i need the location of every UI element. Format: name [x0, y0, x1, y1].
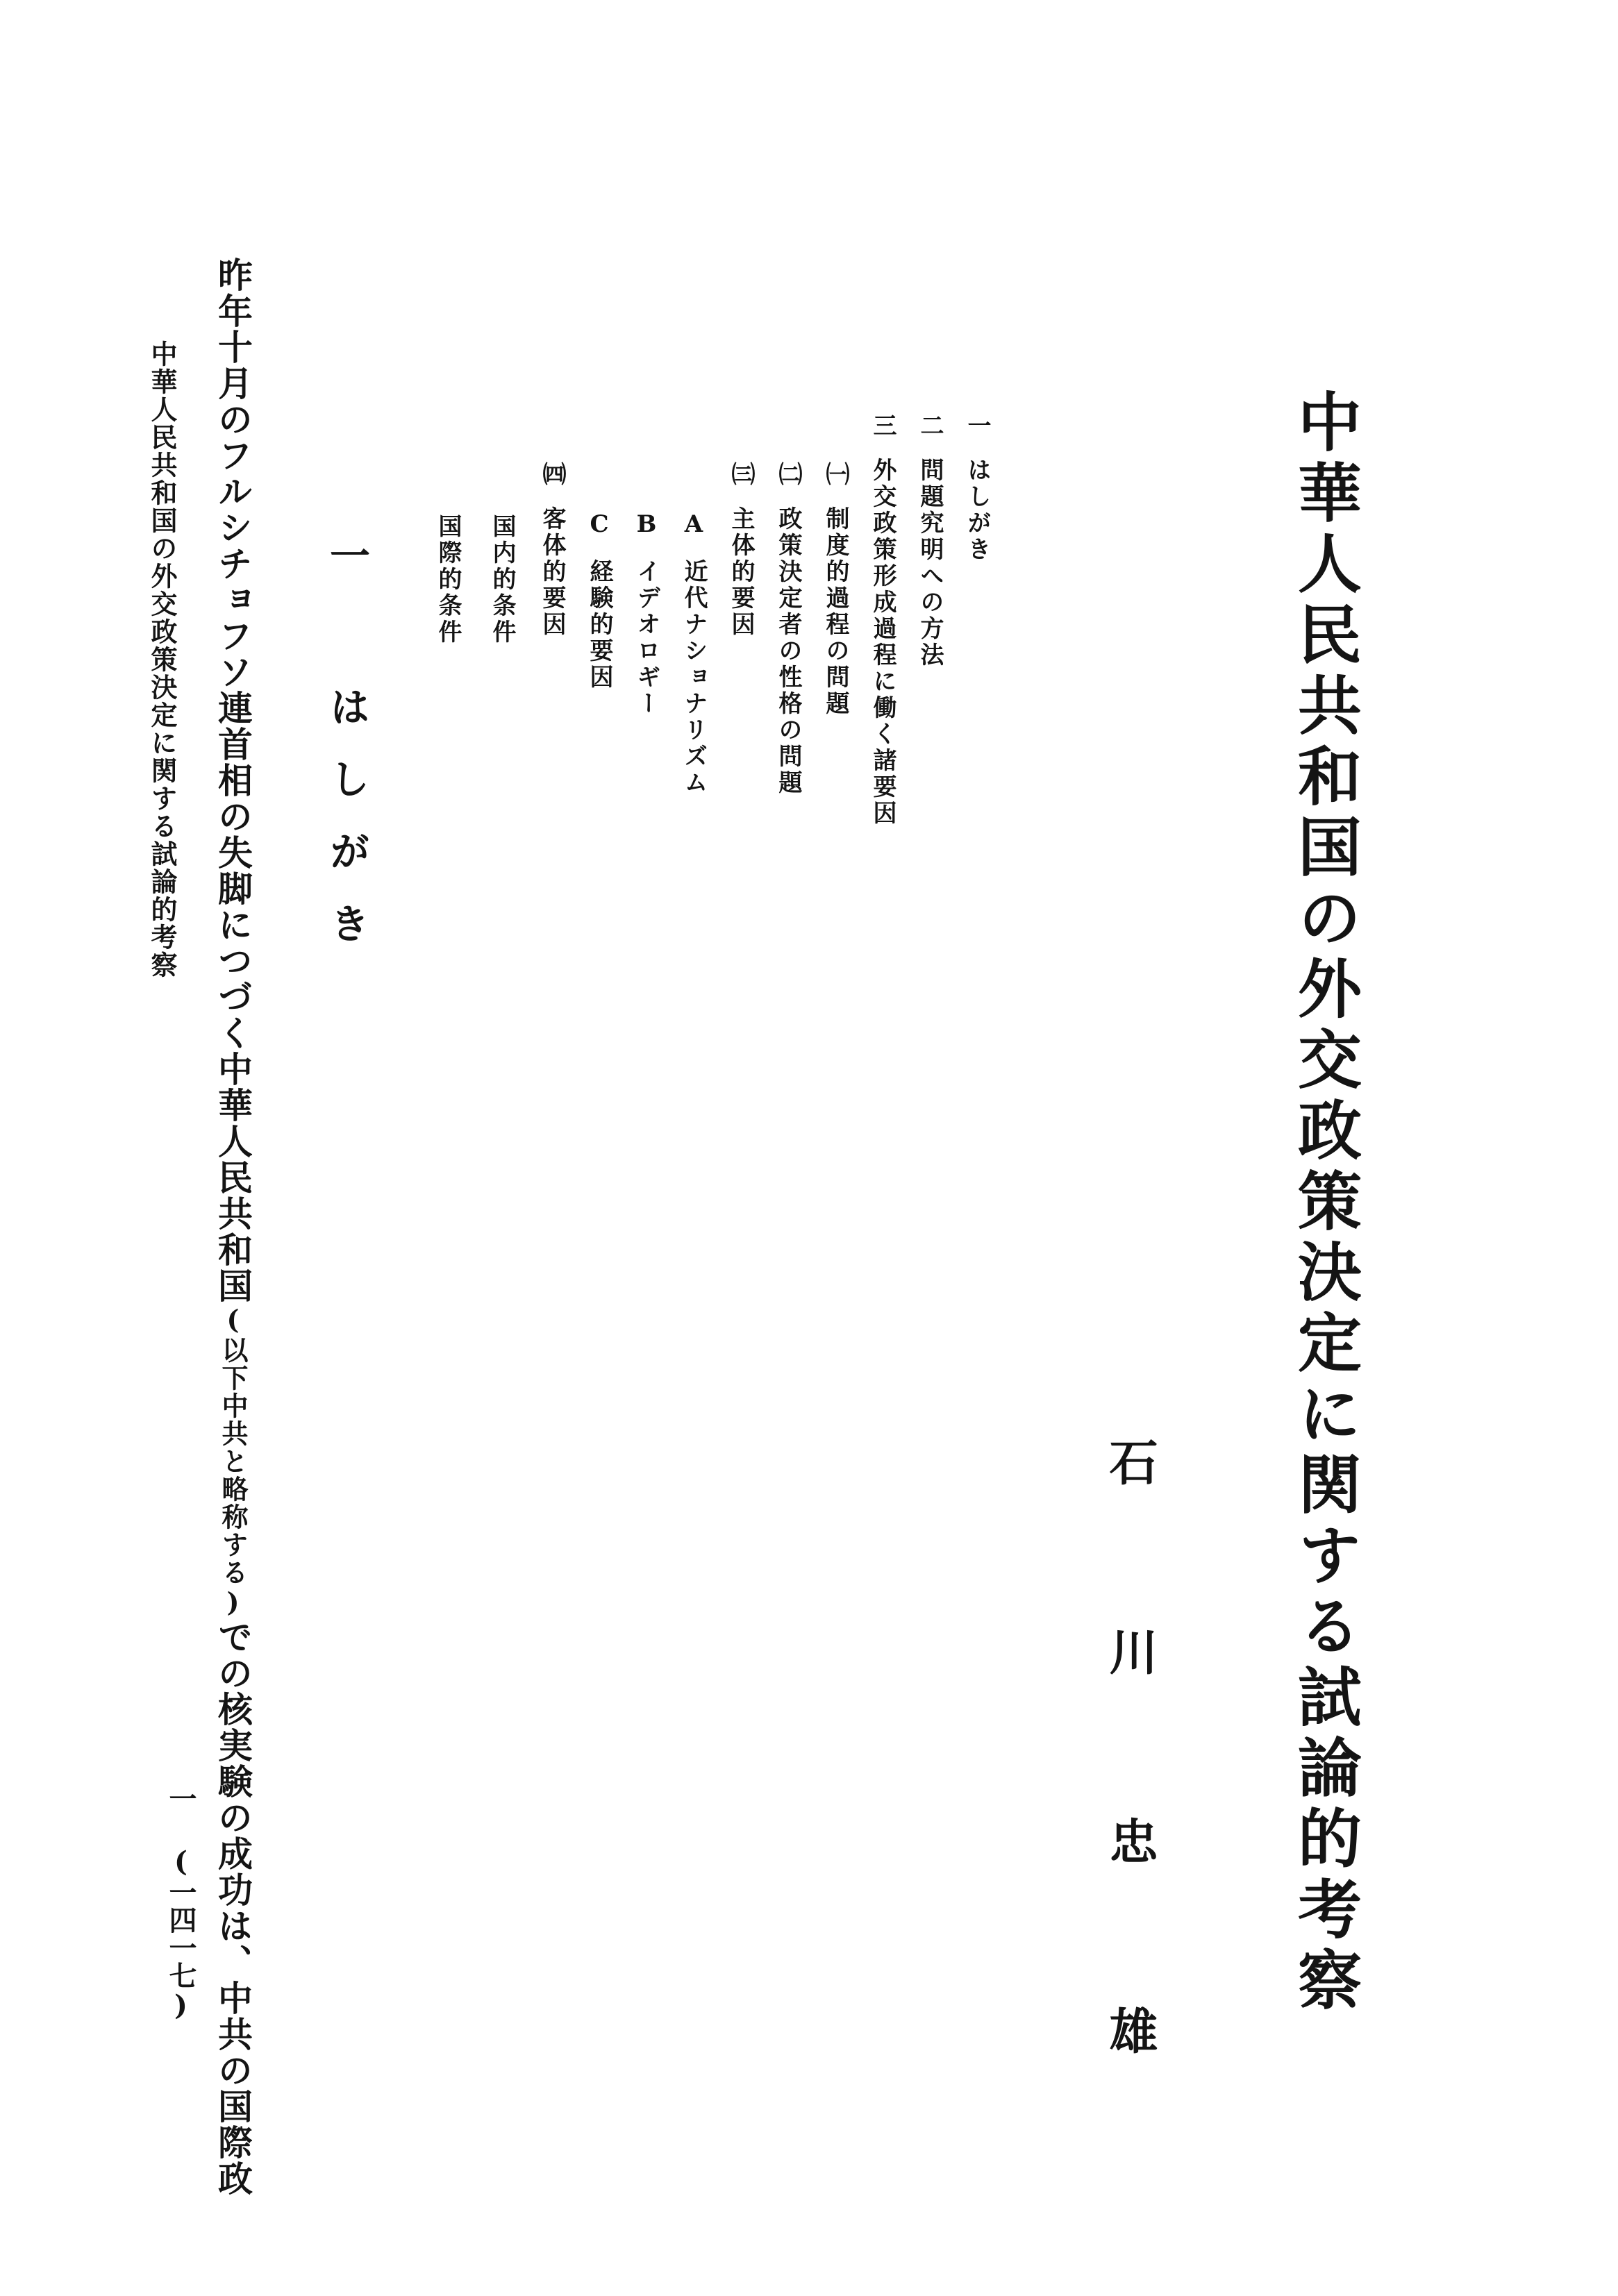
toc-item	[965, 413, 989, 563]
toc-item	[871, 413, 894, 827]
toc-label: 経験的要因	[585, 559, 613, 691]
toc-label: 近代ナショナリズム	[680, 559, 708, 796]
toc-number: ㈡	[774, 462, 802, 488]
body-text-segment: 昨年十月のフルシチョフソ連首相の失脚につづく中華人民共和国	[212, 257, 253, 1304]
toc-label: 国際的条件	[434, 514, 462, 646]
article-title: 中華人民共和国の外交政策決定に関する試論的考察	[1287, 389, 1362, 2018]
toc-number: A	[680, 510, 708, 541]
toc-item	[729, 462, 753, 638]
author-char: 忠	[1101, 1816, 1159, 1865]
page-number: 一	[165, 1784, 197, 1812]
toc-label: イデオロギー	[633, 559, 660, 717]
toc-item	[682, 510, 706, 796]
toc-item	[776, 462, 800, 796]
toc-label: 政策決定者の性格の問題	[774, 506, 802, 796]
toc-number: 二	[916, 413, 944, 439]
toc-label: 外交政策形成過程に働く諸要因	[869, 458, 896, 827]
toc-item	[436, 514, 460, 646]
toc-label: はしがき	[963, 458, 991, 563]
toc-item	[540, 462, 564, 638]
author-char: 雄	[1101, 2006, 1159, 2054]
running-head: 中華人民共和国の外交政策決定に関する試論的考察	[147, 340, 178, 979]
table-of-contents	[417, 413, 1014, 1399]
toc-number: ㈠	[821, 462, 849, 488]
author-char: 川	[1101, 1627, 1159, 1675]
body-text-segment: での核実験の成功は、中共の国際政	[212, 1619, 253, 2197]
toc-number: B	[633, 510, 660, 541]
section-heading: 一 はしがき	[323, 535, 370, 975]
body-text	[212, 257, 253, 2197]
toc-number: ㈢	[727, 462, 755, 488]
toc-label: 制度的過程の問題	[821, 506, 849, 717]
toc-label: 国内的条件	[488, 514, 516, 646]
toc-item	[635, 510, 658, 717]
author-char: 石	[1101, 1437, 1159, 1486]
toc-item	[918, 413, 942, 669]
toc-label: 主体的要因	[727, 506, 755, 638]
toc-number: 一	[963, 413, 991, 439]
toc-label: 問題究明への方法	[916, 458, 944, 669]
toc-number: 三	[869, 413, 896, 439]
toc-number: C	[585, 510, 613, 541]
page-folio	[165, 1784, 197, 2022]
author-name	[1101, 1437, 1159, 2054]
toc-item	[821, 462, 849, 717]
toc-number: ㈣	[538, 462, 566, 488]
toc-item	[587, 510, 611, 691]
serial-page-number: (一四一七)	[165, 1845, 197, 2022]
toc-label: 客体的要因	[538, 506, 566, 638]
body-parenthetical: (以下中共と略称する)	[217, 1304, 249, 1619]
toc-item	[490, 514, 514, 646]
